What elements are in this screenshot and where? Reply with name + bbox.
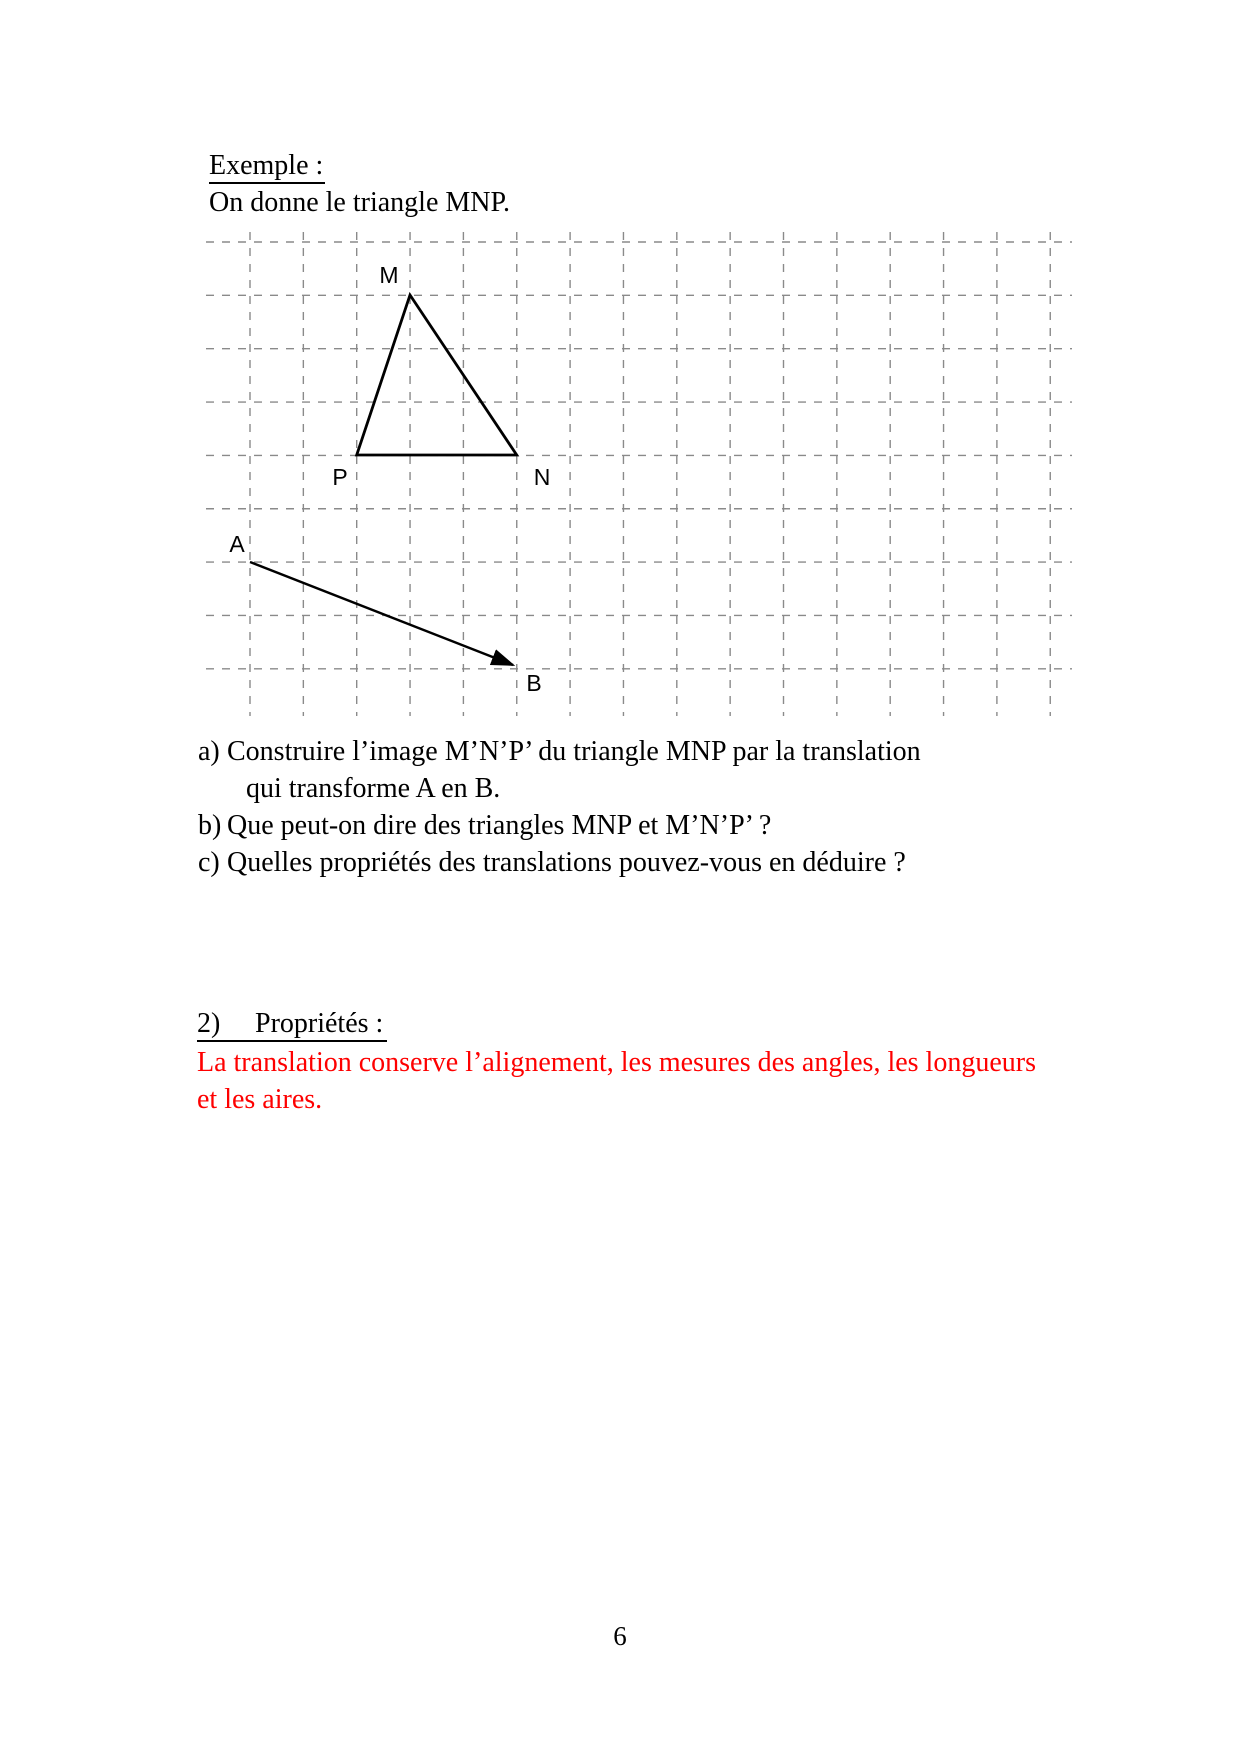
label-m: M [379,262,399,288]
question-a-label: a) [198,736,220,767]
label-b: B [526,670,542,696]
properties-body-line1: La translation conserve l’alignement, les mesures des angles, les longueurs [197,1047,1036,1078]
vector-ab-arrow [250,562,513,665]
properties-heading-number: 2) [197,1008,221,1039]
properties-heading [197,1007,387,1042]
question-a-line2: qui transforme A en B. [246,773,501,804]
triangle-mnp [357,295,517,455]
properties-heading-title: Propriétés : [255,1008,384,1039]
question-c-line [198,846,906,879]
question-b-label: b) [198,810,222,841]
grid-figure-svg [200,224,1080,724]
question-a-line1 [198,735,921,768]
question-c-text: Quelles propriétés des translations pouvez-vous en déduire ? [227,847,906,878]
grid-figure [200,224,1080,724]
question-c-label: c) [198,847,220,878]
question-b-line [198,809,771,842]
question-a-text: Construire l’image M’N’P’ du triangle MNP par la translation [227,736,921,767]
properties-body-line2: et les aires. [197,1084,323,1115]
label-p: P [332,464,348,490]
page-number: 6 [613,1621,627,1651]
intro-text: On donne le triangle MNP. [209,187,510,218]
label-a: A [229,531,245,557]
question-b-text: Que peut-on dire des triangles MNP et M’N’P’ ? [227,810,772,841]
properties-heading-inner [197,1007,387,1042]
example-heading-text: Exemple : [209,150,325,184]
example-heading [209,150,325,184]
label-n: N [533,464,551,490]
